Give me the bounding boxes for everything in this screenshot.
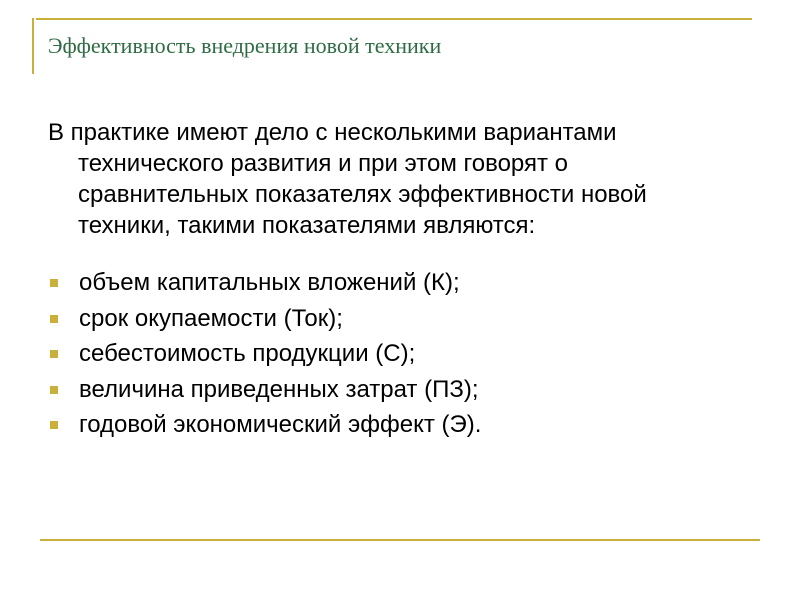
square-bullet-icon (50, 386, 58, 394)
square-bullet-icon (50, 421, 58, 429)
square-bullet-icon (50, 279, 58, 287)
top-rule (36, 18, 752, 20)
bullet-text: величина приведенных затрат (ПЗ); (79, 375, 479, 403)
bullet-text: объем капитальных вложений (К); (79, 269, 460, 296)
square-bullet-icon (50, 350, 58, 358)
left-rule (32, 18, 34, 74)
intro-paragraph (48, 117, 748, 241)
bullet-text: себестоимость продукции (С); (79, 340, 416, 367)
intro-line: сравнительных показателях эффективности новой (78, 181, 647, 208)
intro-line: технического развития и при этом говорят о (78, 150, 568, 177)
intro-line: В практике имеют дело с несколькими вариантами (48, 119, 617, 146)
square-bullet-icon (50, 315, 58, 323)
bullet-text: срок окупаемости (Ток); (79, 304, 343, 332)
intro-line: техники, такими показателями являются: (78, 212, 536, 239)
bullet-text: годовой экономический эффект (Э). (79, 411, 482, 438)
slide-title: Эффективность внедрения новой техники (48, 33, 442, 58)
bottom-rule (40, 539, 760, 541)
